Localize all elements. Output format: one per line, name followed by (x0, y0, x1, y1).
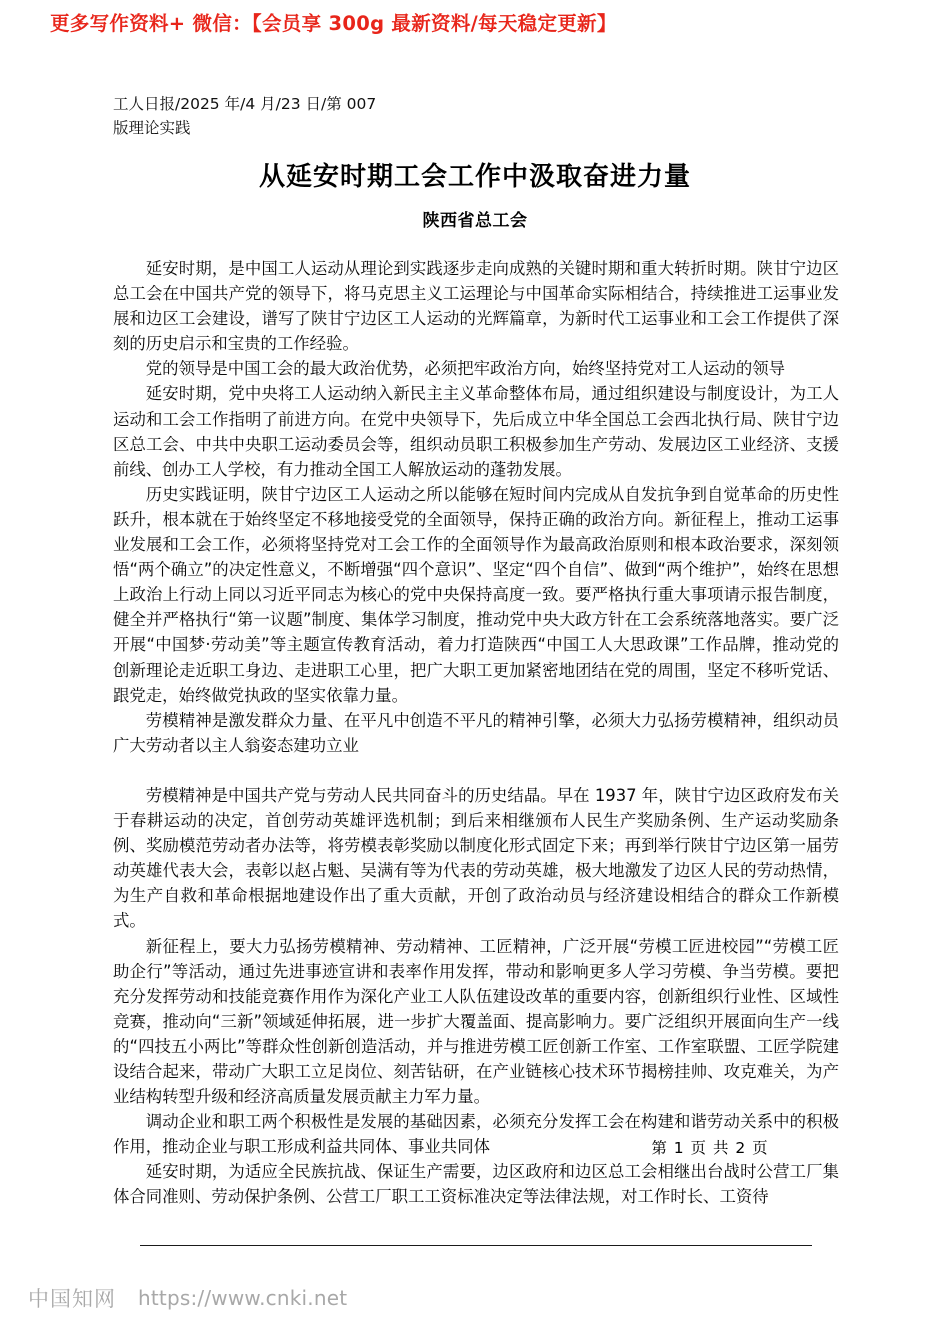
watermark-url: https://www.cnki.net (138, 1286, 348, 1310)
paragraph: 历史实践证明，陕甘宁边区工人运动之所以能够在短时间内完成从自发抗争到自觉革命的历史性跃升，根本就在于始终坚定不移地接受党的全面领导，保持正确的政治方向。新征程上，推动工运事业发展和工会工作，必须将坚持党对工会工作的全面领导作为最高政治原则和根本政治要求，深刻领悟“两个确立”的决定性意义，不断增强“四个意识”、坚定“四个自信”、做到“两个维护”，始终在思想上政治上行动上同以习近平同志为核心的党中央保持高度一致。要严格执行重大事项请示报告制度，健全并严格执行“第一议题”制度、集体学习制度，推动党中央大政方针在工会系统落地落实。要广泛开展“中国梦·劳动美”等主题宣传教育活动，着力打造陕西“中国工人大思政课”工作品牌，推动党的创新理论走近职工身边、走进职工心里，把广大职工更加紧密地团结在党的周围，坚定不移听党话、跟党走，始终做党执政的坚实依靠力量。 (113, 484, 839, 705)
paragraph: 党的领导是中国工会的最大政治优势，必须把牢政治方向，始终坚持党对工人运动的领导 (145, 359, 786, 379)
promo-banner: 更多写作资料+ 微信：【会员享 300g 最新资料/每天稳定更新】 (50, 12, 617, 35)
document-body (113, 256, 839, 1210)
paragraph: 劳模精神是中国共产党与劳动人民共同奋斗的历史结晶。早在 1937 年，陕甘宁边区政府发布关于春耕运动的决定，首创劳动英雄评选机制；到后来相继颁布人民生产奖励条例、生产运动奖励条例、奖励模范劳动者办法等，将劳模表彰奖励以制度化形式固定下来；再到举行陕甘宁边区第一届劳动英雄代表大会，表彰以赵占魁、吴满有等为代表的劳动英雄，极大地激发了边区人民的劳动热情，为生产自救和革命根据地建设作出了重大贡献，开创了政治动员与经济建设相结合的群众工作新模式。 (113, 785, 839, 931)
newspaper-masthead (113, 92, 813, 140)
masthead-line-2: 版理论实践 (113, 119, 191, 137)
watermark (28, 1283, 347, 1313)
paragraph: 延安时期，为适应全民族抗战、保证生产需要，边区政府和边区总工会相继出台战时公营工厂集体合同准则、劳动保护条例、公营工厂职工工资标准决定等法律法规，对工作时长、工资待 (113, 1162, 839, 1207)
paragraph: 延安时期，党中央将工人运动纳入新民主主义革命整体布局，通过组织建设与制度设计，为工人运动和工会工作指明了前进方向。在党中央领导下，先后成立中华全国总工会西北执行局、陕甘宁边区总工会、中共中央职工运动委员会等，组织动员职工积极参加生产劳动、发展边区工业经济、支援前线、创办工人学校，有力推动全国工人解放运动的蓬勃发展。 (113, 384, 839, 479)
paragraph: 延安时期，是中国工人运动从理论到实践逐步走向成熟的关键时期和重大转折时期。陕甘宁边区总工会在中国共产党的领导下，将马克思主义工运理论与中国革命实际相结合，持续推进工运事业发展和边区工会建设，谱写了陕甘宁边区工人运动的光辉篇章，为新时代工运事业和工会工作提供了深刻的历史启示和宝贵的工作经验。 (113, 259, 839, 354)
page-title: 从延安时期工会工作中汲取奋进力量 (258, 162, 691, 192)
document-author: 陕西省总工会 (422, 211, 528, 231)
page-number-footer: 第 1 页 共 2 页 (651, 1139, 769, 1157)
watermark-name: 中国知网 (28, 1287, 116, 1311)
footer-divider (140, 1245, 812, 1246)
paragraph: 调动企业和职工两个积极性是发展的基础因素，必须充分发挥工会在构建和谐劳动关系中的积极作用，推动企业与职工形成利益共同体、事业共同体 (113, 1112, 839, 1157)
paragraph: 劳模精神是激发群众力量、在平凡中创造不平凡的精神引擎，必须大力弘扬劳模精神，组织动员广大劳动者以主人翁姿态建功立业 (113, 710, 839, 755)
paragraph: 新征程上，要大力弘扬劳模精神、劳动精神、工匠精神，广泛开展“劳模工匠进校园”“劳模工匠助企行”等活动，通过先进事迹宣讲和表率作用发挥，带动和影响更多人学习劳模、争当劳模。要把充分发挥劳动和技能竞赛作用作为深化产业工人队伍建设改革的重要内容，创新组织行业性、区域性竞赛，推动向“三新”领域延伸拓展，进一步扩大覆盖面、提高影响力。要广泛组织开展面向生产一线的“四技五小两比”等群众性创新创造活动，并与推进劳模工匠创新工作室、工作室联盟、工匠学院建设结合起来，带动广大职工立足岗位、刻苦钻研，在产业链核心技术环节揭榜挂帅、攻克难关，为产业结构转型升级和经济高质量发展贡献主力军力量。 (113, 936, 839, 1107)
paragraph-spacer (113, 758, 839, 783)
masthead-line-1: 工人日报/2025 年/4 月/23 日/第 007 (113, 95, 377, 113)
